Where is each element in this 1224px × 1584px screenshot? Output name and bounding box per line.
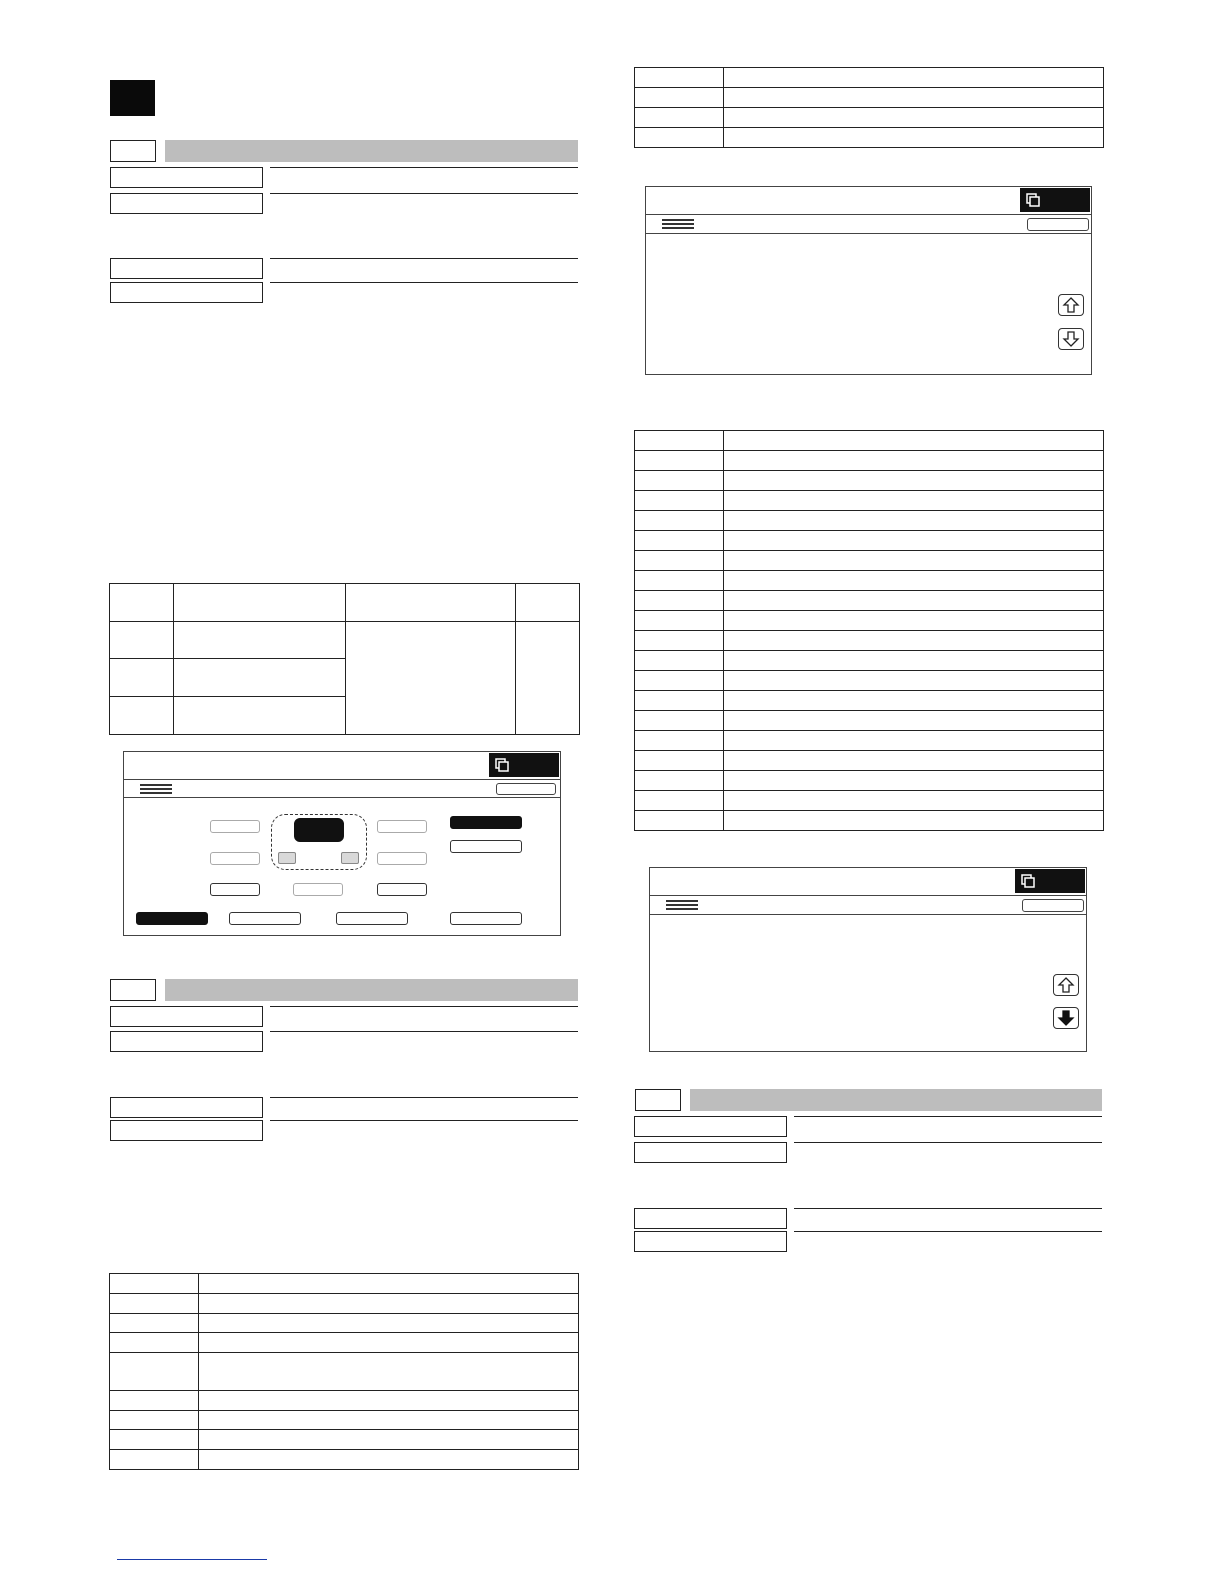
table-cell	[635, 511, 724, 531]
table-cell	[724, 671, 1104, 691]
bottom-tab-selected[interactable]	[136, 912, 208, 925]
table-cell	[346, 584, 516, 622]
table-cell	[635, 771, 724, 791]
copy-mode-icon	[1026, 193, 1040, 207]
table-cell	[199, 1450, 579, 1470]
table-cell	[199, 1274, 579, 1294]
ok-button[interactable]	[1027, 218, 1089, 231]
title-divider	[646, 214, 1091, 215]
top-list-table	[634, 67, 1104, 148]
table-cell	[110, 1333, 199, 1353]
table-cell	[199, 1294, 579, 1314]
paper-stack-icon	[666, 900, 698, 912]
table-cell	[724, 471, 1104, 491]
field-label-box	[110, 1097, 263, 1118]
tray-button[interactable]	[210, 852, 260, 865]
table-cell	[174, 584, 346, 622]
table-cell	[635, 571, 724, 591]
field-label-box	[110, 282, 263, 303]
copy-mode-badge	[1020, 188, 1090, 212]
table-cell	[635, 471, 724, 491]
table-cell	[110, 1450, 199, 1470]
field-label-box	[634, 1142, 787, 1163]
field-label-box	[634, 1208, 787, 1229]
table-cell	[635, 691, 724, 711]
field-value-line	[270, 258, 578, 259]
field-value-line	[794, 1231, 1102, 1232]
table-cell	[724, 731, 1104, 751]
table-cell	[635, 671, 724, 691]
table-cell	[199, 1314, 579, 1333]
table-cell	[724, 431, 1104, 451]
table-cell	[635, 431, 724, 451]
table-cell	[110, 1274, 199, 1294]
tray-button[interactable]	[377, 820, 427, 833]
arrow-down-icon	[1059, 329, 1083, 349]
field-label-box	[110, 167, 263, 188]
table-cell	[635, 451, 724, 471]
field-label-box	[110, 258, 263, 279]
table-cell	[516, 584, 580, 622]
header-divider	[124, 797, 560, 798]
table-cell	[635, 128, 724, 148]
tray-button[interactable]	[210, 820, 260, 833]
field-value-line	[270, 1031, 578, 1032]
table-cell	[635, 591, 724, 611]
table-cell	[635, 711, 724, 731]
arrow-up-icon	[1059, 295, 1083, 315]
table-cell	[110, 1411, 199, 1430]
table-cell	[724, 551, 1104, 571]
table-cell	[724, 711, 1104, 731]
field-value-line	[270, 1097, 578, 1098]
table-cell	[635, 611, 724, 631]
section-number-box	[110, 979, 156, 1001]
field-label-box	[634, 1116, 787, 1137]
field-value-line	[270, 1006, 578, 1007]
mode-button[interactable]	[450, 840, 522, 853]
table-cell	[724, 128, 1104, 148]
field-label-box	[110, 1031, 263, 1052]
lcd-screen-panel	[123, 751, 561, 936]
setting-table	[109, 583, 580, 735]
lcd-screen-panel	[645, 186, 1092, 375]
table-cell	[199, 1353, 579, 1391]
copy-mode-badge	[1015, 869, 1085, 893]
table-cell	[110, 1391, 199, 1411]
section-number-box	[635, 1089, 681, 1111]
table-cell	[724, 771, 1104, 791]
copy-mode-icon	[495, 758, 509, 772]
field-label-box	[110, 1006, 263, 1027]
copy-mode-badge	[489, 753, 559, 777]
chapter-marker	[110, 80, 155, 116]
table-cell	[635, 68, 724, 88]
table-cell	[635, 731, 724, 751]
table-cell	[635, 791, 724, 811]
setting-list-table	[109, 1273, 579, 1470]
table-cell	[199, 1411, 579, 1430]
section-title-bar	[165, 979, 578, 1001]
selected-tray-button[interactable]	[294, 818, 344, 842]
mode-button-selected[interactable]	[450, 816, 522, 829]
table-cell	[635, 751, 724, 771]
table-cell	[110, 1430, 199, 1450]
field-value-line	[794, 1116, 1102, 1117]
table-cell	[110, 1294, 199, 1314]
table-cell	[110, 1314, 199, 1333]
table-cell	[174, 622, 346, 659]
section-title-bar	[690, 1089, 1102, 1111]
scroll-down-button[interactable]	[1058, 328, 1084, 350]
table-cell	[724, 68, 1104, 88]
title-divider	[124, 779, 560, 780]
header-divider	[646, 233, 1091, 234]
table-cell	[724, 751, 1104, 771]
field-label-box	[110, 1120, 263, 1141]
table-cell	[724, 531, 1104, 551]
scroll-up-button[interactable]	[1058, 294, 1084, 316]
tray-button[interactable]	[377, 852, 427, 865]
table-cell	[110, 584, 174, 622]
table-cell	[724, 651, 1104, 671]
table-cell	[724, 791, 1104, 811]
table-cell	[516, 622, 580, 735]
table-cell	[724, 108, 1104, 128]
table-cell	[635, 88, 724, 108]
table-cell	[110, 1353, 199, 1391]
bottom-tab[interactable]	[450, 912, 522, 925]
table-cell	[724, 451, 1104, 471]
ok-button[interactable]	[496, 783, 556, 795]
arrow-up-icon	[1054, 975, 1078, 995]
envelope-icon	[278, 852, 296, 864]
section-title-bar	[165, 140, 578, 162]
table-cell	[635, 651, 724, 671]
ok-button[interactable]	[1022, 899, 1084, 912]
title-divider	[650, 895, 1086, 896]
field-value-line	[270, 167, 578, 168]
table-cell	[724, 571, 1104, 591]
table-cell	[635, 811, 724, 831]
bottom-tab[interactable]	[229, 912, 301, 925]
scroll-down-button[interactable]	[1053, 1007, 1079, 1029]
tray-button[interactable]	[293, 883, 343, 896]
footer-link-underline[interactable]	[117, 1559, 267, 1560]
table-cell	[110, 697, 174, 735]
table-cell	[724, 88, 1104, 108]
table-cell	[110, 622, 174, 659]
copy-mode-icon	[1021, 874, 1035, 888]
table-cell	[724, 511, 1104, 531]
tray-button[interactable]	[210, 883, 260, 896]
table-cell	[635, 631, 724, 651]
table-cell	[635, 108, 724, 128]
table-cell	[724, 811, 1104, 831]
table-cell	[724, 631, 1104, 651]
table-cell	[724, 691, 1104, 711]
arrow-down-icon	[1054, 1008, 1078, 1028]
envelope-icon	[341, 852, 359, 864]
field-value-line	[794, 1208, 1102, 1209]
field-value-line	[270, 1120, 578, 1121]
lcd-screen-panel	[649, 867, 1087, 1052]
table-cell	[635, 491, 724, 511]
table-cell	[199, 1333, 579, 1353]
table-cell	[724, 591, 1104, 611]
paper-stack-icon	[140, 784, 172, 796]
table-cell	[346, 622, 516, 735]
field-label-box	[634, 1231, 787, 1252]
header-divider	[650, 914, 1086, 915]
table-cell	[199, 1430, 579, 1450]
field-label-box	[110, 193, 263, 214]
field-value-line	[270, 193, 578, 194]
table-cell	[724, 611, 1104, 631]
table-cell	[110, 659, 174, 697]
table-cell	[635, 531, 724, 551]
tray-button[interactable]	[377, 883, 427, 896]
scroll-up-button[interactable]	[1053, 974, 1079, 996]
field-value-line	[794, 1142, 1102, 1143]
paper-stack-icon	[662, 219, 694, 231]
field-value-line	[270, 282, 578, 283]
table-cell	[199, 1391, 579, 1411]
table-cell	[174, 697, 346, 735]
section-number-box	[110, 140, 156, 162]
table-cell	[174, 659, 346, 697]
table-cell	[724, 491, 1104, 511]
table-cell	[635, 551, 724, 571]
bottom-tab[interactable]	[336, 912, 408, 925]
main-list-table	[634, 430, 1104, 831]
